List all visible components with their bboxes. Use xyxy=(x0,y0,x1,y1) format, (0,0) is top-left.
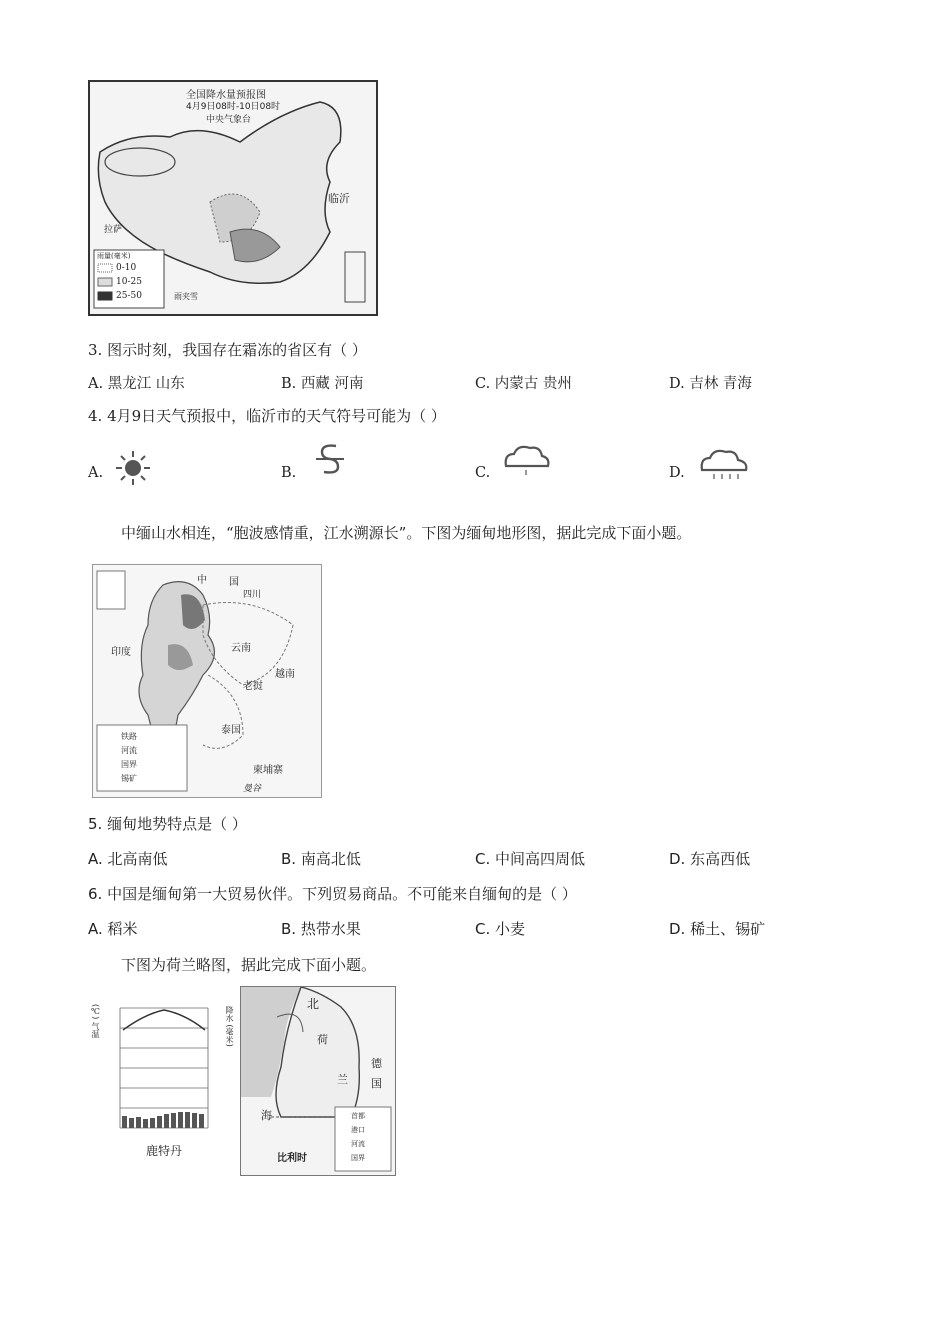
place-label-lhasa: 拉萨 xyxy=(104,225,123,235)
rotterdam-climate-chart xyxy=(90,998,238,1158)
q4-option-d[interactable]: D. xyxy=(669,465,685,481)
q6-option-c[interactable]: C. 小麦 xyxy=(475,920,526,938)
q6-option-d[interactable]: D. 稀土、锡矿 xyxy=(669,920,766,938)
netherlands-map xyxy=(240,986,396,1176)
map2-label-guo: 国 xyxy=(229,577,239,588)
map3-legend-4: 国界 xyxy=(351,1154,365,1162)
legend-title: 雨量(毫米) xyxy=(97,252,131,260)
map3-label-he: 荷 xyxy=(317,1033,328,1046)
q4-option-b[interactable]: B. xyxy=(281,465,297,481)
intro-netherlands: 下图为荷兰略图，据此完成下面小题。 xyxy=(121,956,377,974)
q5-option-a[interactable]: A. 北高南低 xyxy=(88,850,168,868)
question-3: 3. 图示时刻，我国存在霜冻的省区有（ ） xyxy=(88,341,367,359)
q6-option-a[interactable]: A. 稻米 xyxy=(88,920,138,938)
place-label-linyi: 临沂 xyxy=(328,192,350,205)
map-title: 全国降水量预报图 xyxy=(186,90,266,101)
legend-item-2: 10-25 xyxy=(116,277,142,287)
map2-label-sichuan: 四川 xyxy=(243,590,262,600)
map3-label-sea: 海 xyxy=(261,1109,272,1122)
sun-icon xyxy=(113,448,153,488)
map3-legend-1: 首都 xyxy=(351,1112,365,1120)
map2-label-bangkok: 曼谷 xyxy=(243,784,262,794)
q5-option-b[interactable]: B. 南高北低 xyxy=(281,850,361,868)
map3-legend-2: 港口 xyxy=(351,1126,365,1134)
map2-label-zhong: 中 xyxy=(197,575,207,586)
light-rain-icon xyxy=(500,442,552,482)
climate-chart-drawing xyxy=(90,998,238,1158)
question-6: 6. 中国是缅甸第一大贸易伙伴。下列贸易商品。不可能来自缅甸的是（ ） xyxy=(88,885,577,903)
question-5: 5. 缅甸地势特点是（ ） xyxy=(88,815,247,833)
map2-legend-3: 国界 xyxy=(121,760,137,769)
climate-left-axis: (℃) 气温 xyxy=(91,1004,100,1038)
climate-right-axis: 降水 (毫米) xyxy=(225,1006,234,1047)
map2-legend-2: 河流 xyxy=(121,746,137,755)
q3-option-d[interactable]: D. 吉林 青海 xyxy=(669,376,752,392)
q3-option-b[interactable]: B. 西藏 河南 xyxy=(281,376,364,392)
map3-label-lan: 兰 xyxy=(337,1073,348,1086)
map3-label-belgium: 比利时 xyxy=(277,1153,307,1164)
q3-option-a[interactable]: A. 黑龙江 山东 xyxy=(88,376,185,392)
map2-label-yunnan: 云南 xyxy=(231,643,251,654)
q4-option-a[interactable]: A. xyxy=(88,465,104,481)
map-time: 4月9日08时-10日08时 xyxy=(186,102,281,112)
map3-label-de: 德 xyxy=(371,1057,382,1070)
moderate-rain-icon xyxy=(696,446,752,486)
map2-label-laos: 老挝 xyxy=(243,681,263,692)
map2-label-india: 印度 xyxy=(111,647,131,658)
map-source: 中央气象台 xyxy=(206,115,252,125)
map3-legend-3: 河流 xyxy=(351,1140,365,1148)
sandstorm-icon xyxy=(310,440,350,480)
question-4: 4. 4月9日天气预报中，临沂市的天气符号可能为（ ） xyxy=(88,407,446,425)
q5-option-d[interactable]: D. 东高西低 xyxy=(669,850,751,868)
map2-legend-1: 铁路 xyxy=(121,732,137,741)
q5-option-c[interactable]: C. 中间高四周低 xyxy=(475,850,586,868)
q4-option-c[interactable]: C. xyxy=(475,465,491,481)
intro-myanmar: 中缅山水相连，“胞波感情重，江水溯源长”。下图为缅甸地形图，据此完成下面小题。 xyxy=(121,524,692,542)
map3-label-north: 北 xyxy=(307,997,320,1011)
legend-item-1: 0-10 xyxy=(116,263,137,273)
legend-item-3: 25-50 xyxy=(116,291,142,301)
map2-label-vietnam: 越南 xyxy=(275,669,295,680)
myanmar-terrain-map xyxy=(92,564,322,798)
map2-label-thailand: 泰国 xyxy=(221,725,241,736)
q3-option-c[interactable]: C. 内蒙古 贵州 xyxy=(475,376,572,392)
legend-extra: 雨夹雪 xyxy=(174,292,198,301)
map2-legend-4: 锡矿 xyxy=(121,774,137,783)
precipitation-forecast-map xyxy=(88,80,378,316)
q6-option-b[interactable]: B. 热带水果 xyxy=(281,920,361,938)
map2-label-cambodia: 柬埔寨 xyxy=(253,765,283,776)
climate-city-name: 鹿特丹 xyxy=(146,1144,183,1158)
map3-label-guo: 国 xyxy=(371,1077,382,1090)
